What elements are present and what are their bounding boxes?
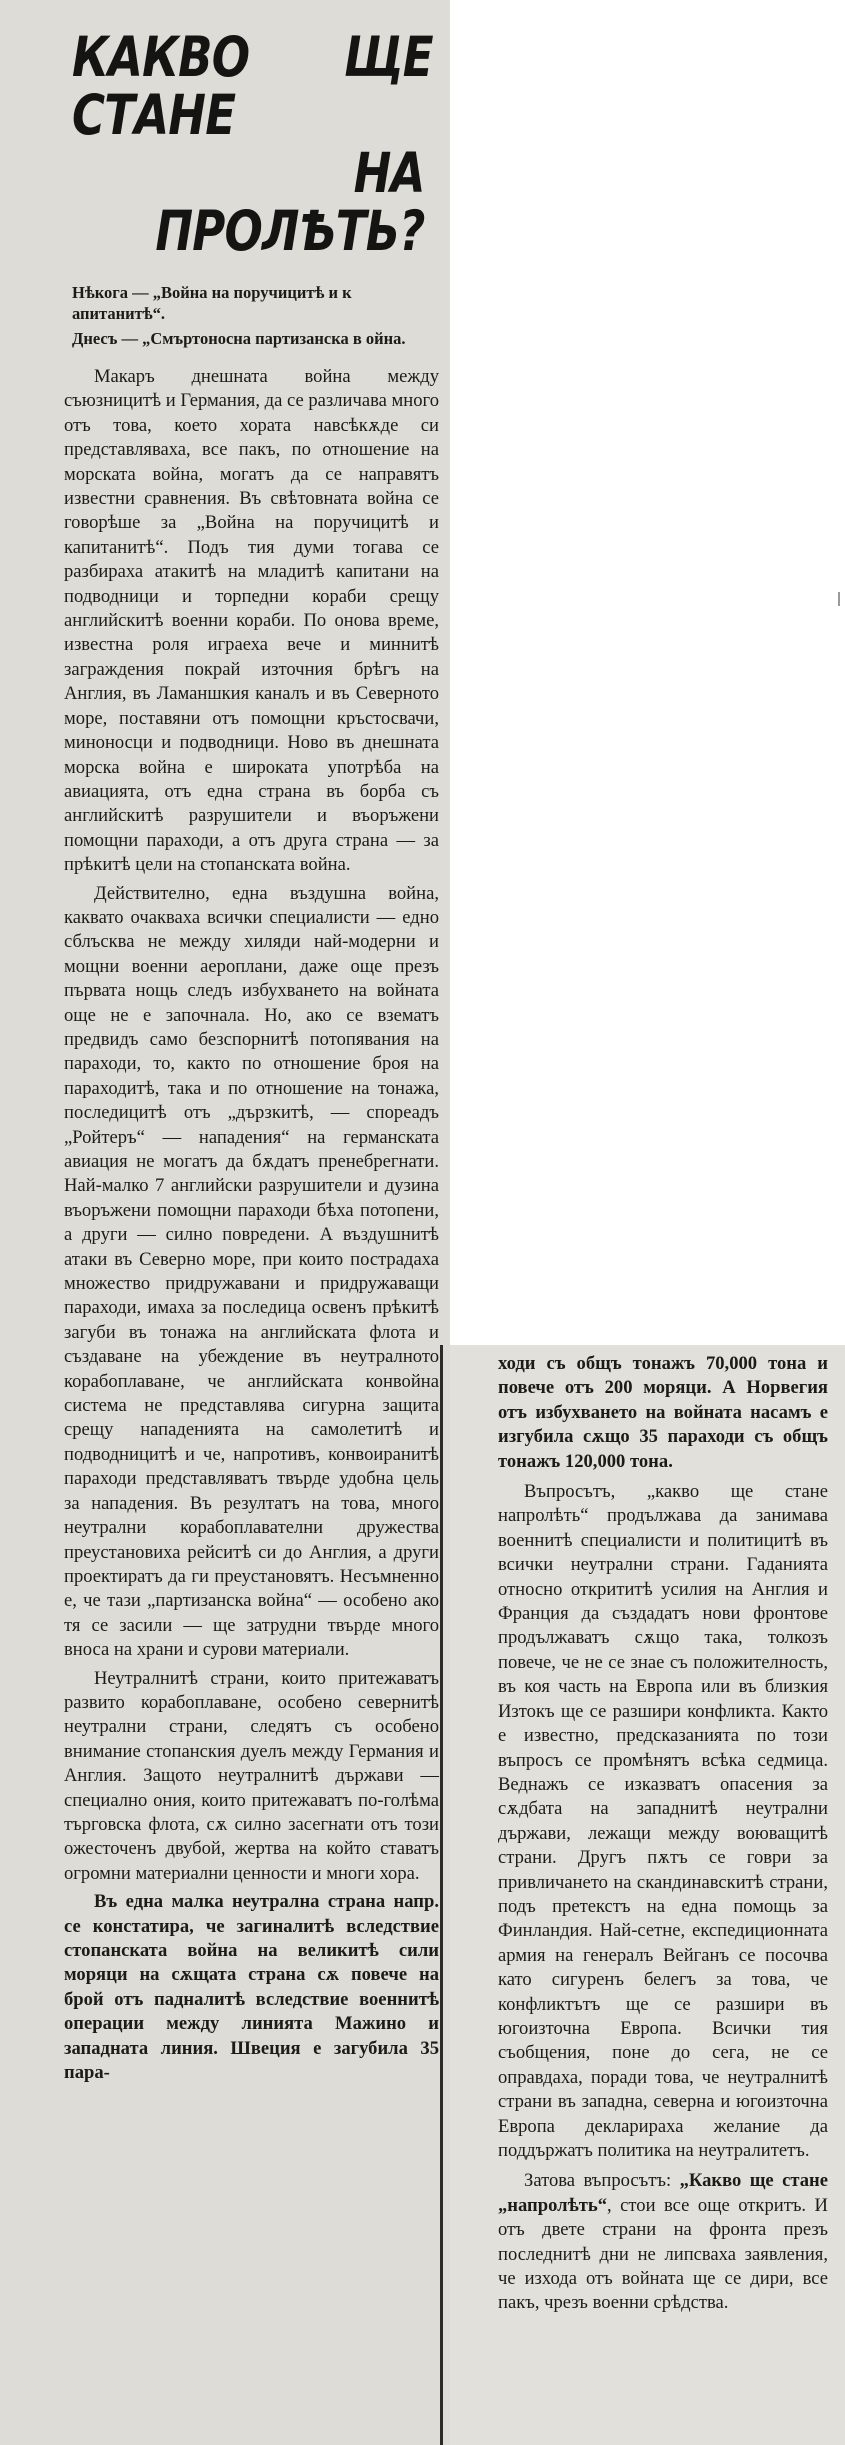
article-subtitle: [64, 282, 439, 349]
article-right-column: [498, 1352, 828, 2316]
body-paragraph: Неутралнитѣ страни, които притежаватъ развито корабоплаване, особено севернитѣ неутрални страни, следятъ съ особено внимание стопанския дуелъ между Германия и Англия. Защото неутралнитѣ държави — специално ония, които притежаватъ по-голѣма търговска флота, сѫ силно засегнати отъ този ожесточенъ двубой, жертва на който ставатъ огромни материални ценности и многи хора.: [64, 1667, 439, 1884]
article-headline: [72, 25, 433, 263]
bold-paragraph-continued: ходи съ общъ тонажъ 70,000 тона и повече отъ 200 моряци. А Норвегия отъ избухването на войната насамъ е изгубила сѫщо 35 параходи съ общъ тонажъ 120,000 тона.: [498, 1353, 828, 1472]
subtitle-line-2: Днесъ — „Смъртоносна партизанска в ойна.: [72, 329, 406, 348]
closing-paragraph: [498, 2169, 828, 2315]
closing-text-end: , стои все още откритъ. И отъ двете страни на фронта презъ последнитѣ дни не липсваха заявления, че изхода отъ войната ще се дири, все пакъ, чрезъ военни срѣдства.: [498, 2194, 828, 2314]
closing-question: „Какво ще стане „напролѣть“: [498, 2170, 828, 2216]
closing-text-start: Затова въпросътъ:: [524, 2170, 672, 2192]
body-paragraph: Макаръ днешната война между съюзницитѣ и Германия, да се различава много отъ това, което хората навсѣкѫде си представляваха, все пакъ, по отношение на морската война, могатъ да се направятъ известни сравнения. Въ свѣтовната война се говорѣше за „Война на поручицитѣ и капитанитѣ“. Подъ тия думи тогава се разбираха атакитѣ на младитѣ капитани на подводници и торпедни кораби срещу английскитѣ военни кораби. По онова време, известна роля играеха вече и миннитѣ заграждения покрай източния брѣгъ на Англия, въ Ламаншкия каналъ и въ Северното море, поставяни отъ помощни кръстосвачи, миноносци и подводници. Ново въ днешната морска война е широката употрѣба на авиацията, отъ една страна въ борба съ английскитѣ разрушители и въоръжени помощни параходи, а отъ друга страна — за прѣкитѣ цели на стопанската война.: [64, 366, 439, 876]
bold-paragraph: Въ една малка неутрална страна напр. се констатира, че загиналитѣ вследствие стопанската война на великитѣ сили моряци на сѫщата страна сѫ повече на брой отъ падналитѣ вследствие военнитѣ операции между линията Мажино и западната линия. Швеция е загубила 35 пара-: [64, 1891, 439, 2084]
article-body-left: [64, 365, 439, 2085]
article-left-column: [64, 0, 439, 2085]
headline-line-1: КАКВО ЩЕ СТАНЕ: [72, 25, 433, 147]
subtitle-line-1: Нѣкога — „Война на поручицитѣ и к апитанитѣ“.: [72, 283, 352, 323]
body-paragraph: Действително, една въздушна война, каквато очакваха всички специалисти — едно сблъсква не между хиляди най-модерни и мощни военни аероплани, даже още презъ първата нощь следъ избухването на войната още не е започнала. Но, ако се взематъ предвидъ само безспорнитѣ потопявания на параходи, то, както по отношение броя на параходитѣ, така и по отношение на тонажа, последицитѣ отъ „дързкитѣ, — спореадъ „Ройтеръ“ — нападения“ на германската авиация не могатъ да бѫдатъ пренебрегнати. Най-малко 7 английски разрушители и дузина въоръжени помощни параходи бѣха потопени, а други — силно повредени. А въздушнитѣ атаки въ Северно море, при които пострадаха множество придружавани и придружаващи параходи, имаха за последица освенъ прѣкитѣ загуби въ тонажа на английската флота и създаване на убеждение въ неутралното корабоплаване, че английската конвойна система не представлява сигурна защита срещу нападенията на самолетитѣ и подводницитѣ и че, напротивъ, конвоиранитѣ параходи представляватъ твърде удобна цель за нападения. Въ резултатъ на това, много неутрални корабоплавателни дружества преустановиха рейситѣ си до Англия, а други проектиратъ да ги преустановятъ. Несъмненно е, че тази „партизанска война“ — особено ако тя се засили — ще затрудни твърде много вноса на храни и сурови материали.: [64, 882, 439, 1661]
body-paragraph: Въпросътъ, „какво ще стане напролѣть“ продължава да занимава военнитѣ специалисти и политицитѣ въ всички неутрални страни. Гаданията относно открититѣ усилия на Англия и Франция да създадатъ нови фронтове продължаватъ сѫщо така, толкозъ повече, че не се знае съ положителность, въ коя часть на Европа или въ близкия Изтокъ ще се разшири конфликта. Както е известно, предсказанията по този въпросъ се промѣнятъ всѣка седмица. Веднажъ се изказватъ опасения за сѫдбата на западнитѣ неутрални държави, лежащи между воюващитѣ страни. Другъ пѫтъ се говри за привличането на скандинавскитѣ страни, подъ претекстъ на една помощь за Финландия. Най-сетне, експедиционната армия на генералъ Вейганъ се посочва като сигуренъ белегъ за това, че конфликтътъ ще се разшири въ югоизточна Европа. Всички тия съобщения, поне до сега, не се оправдаха, поради това, че неутралнитѣ страни въ западна, северна и югоизточна Европа декларираха желание да поддържатъ политика на неутралитетъ.: [498, 1481, 828, 2161]
column-divider: [440, 1345, 443, 2445]
scan-speck: [838, 592, 840, 606]
headline-line-2: НА ПРОЛѢТЬ?: [155, 141, 425, 263]
